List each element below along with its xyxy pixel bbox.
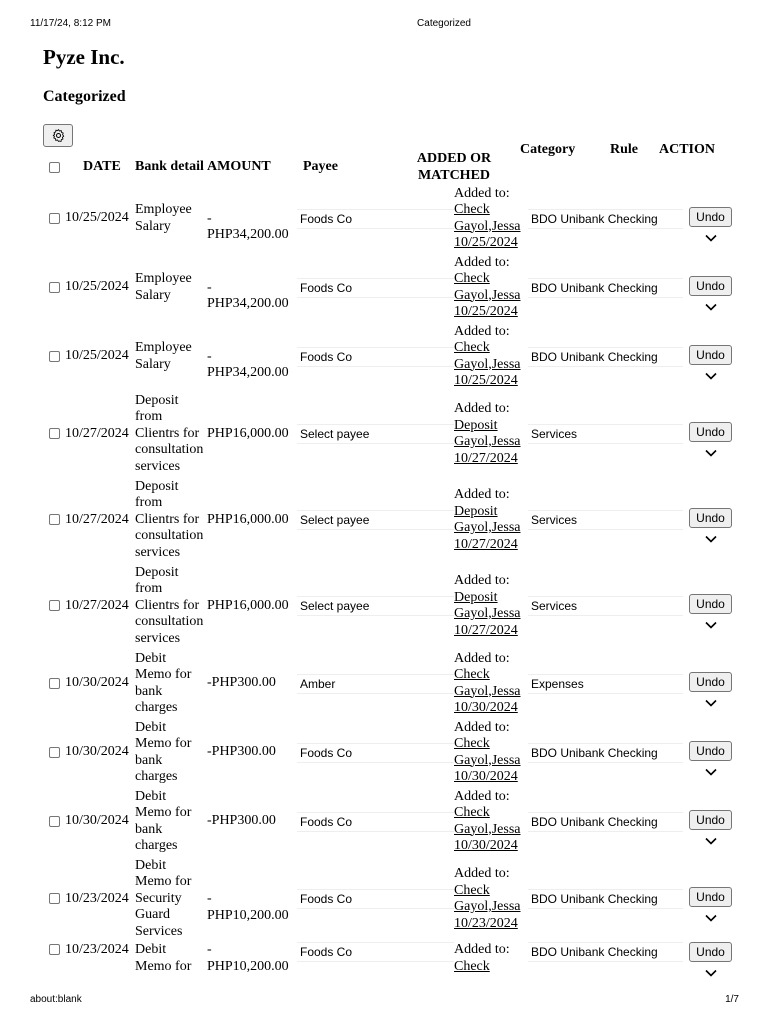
added-cell [454,477,528,563]
table-row[interactable] [46,649,736,718]
settings-button[interactable] [43,124,73,147]
print-datetime: 11/17/24, 8:12 PM [30,18,111,29]
bank-detail-cell [135,856,207,942]
row-select-cell [46,649,65,718]
row-checkbox[interactable] [49,428,60,439]
bank-detail-cell [135,253,207,322]
added-label: Added to: [454,254,510,270]
bank-detail-line: Deposit [135,392,179,408]
chevron-down-icon[interactable] [704,836,718,846]
bank-detail-cell [135,787,207,856]
print-page-number: 1/7 [725,994,739,1005]
bank-detail-line: from [135,409,163,425]
row-checkbox[interactable] [49,678,60,689]
category-field[interactable]: BDO Unibank Checking [528,278,683,298]
category-cell [528,253,683,322]
bank-detail-line: Debit [135,857,167,873]
date-cell: 10/27/2024 [65,511,129,527]
amount-cell [207,391,297,477]
amount-cell [207,787,297,856]
action-cell [685,856,736,942]
amount-cell [207,184,297,253]
added-cell [454,718,528,787]
bank-detail-line: Deposit [135,564,179,580]
date-cell: 10/27/2024 [65,425,129,441]
bank-detail-line: Deposit [135,478,179,494]
added-type-link[interactable]: Check [454,958,490,974]
added-name-link[interactable]: Gayol,Jessa [454,683,521,699]
chevron-down-icon[interactable] [704,968,718,978]
payee-cell [297,391,454,477]
print-footer [0,994,768,1010]
added-name-link[interactable]: Gayol,Jessa [454,899,521,914]
category-field[interactable]: Services [528,596,683,616]
chevron-down-icon[interactable] [704,767,718,777]
payee-field[interactable]: Foods Co [297,743,454,763]
payee-cell [297,563,454,649]
row-checkbox[interactable] [49,893,60,904]
row-select-cell [46,563,65,649]
added-label: Added to: [454,487,510,502]
undo-button[interactable]: Undo [689,594,732,614]
date-cell: 10/25/2024 [65,348,129,364]
added-date-link[interactable]: 10/25/2024 [454,235,518,250]
added-name-link[interactable]: Gayol,Jessa [454,520,521,535]
chevron-down-icon[interactable] [704,534,718,544]
amount-line: PHP16,000.00 [207,511,289,527]
added-date-link[interactable]: 10/27/2024 [454,450,518,466]
added-name-link[interactable]: Gayol,Jessa [454,821,521,837]
payee-cell [297,942,454,982]
bank-detail-line: Guard [135,907,170,923]
date-cell: 10/25/2024 [65,279,129,295]
added-type-link[interactable]: Check [454,271,490,286]
action-cell [685,477,736,563]
amount-line: PHP34,200.00 [207,365,289,380]
row-select-cell [46,477,65,563]
category-cell [528,184,683,253]
amount-cell [207,322,297,391]
table-row[interactable] [46,563,736,649]
added-name-link[interactable]: Gayol,Jessa [454,434,521,449]
category-cell [528,787,683,856]
bank-detail-line: Debit [135,942,167,957]
action-cell [685,718,736,787]
chevron-down-icon[interactable] [704,233,718,243]
undo-button[interactable]: Undo [689,942,732,962]
date-cell: 10/27/2024 [65,597,129,613]
amount-cell [207,649,297,718]
row-select-cell [46,856,65,942]
bank-detail-line: charges [135,838,178,853]
row-select-cell [46,718,65,787]
action-cell [685,184,736,253]
bank-detail-line: bank [135,683,163,699]
added-type-link[interactable]: Deposit [454,589,498,605]
bank-detail-line: from [135,495,163,511]
amount-cell [207,477,297,563]
bank-detail-cell [135,942,207,982]
bank-detail-line: from [135,581,163,597]
category-field[interactable]: BDO Unibank Checking [528,942,683,962]
select-all-checkbox[interactable] [49,162,60,173]
bank-detail-cell [135,391,207,477]
undo-button[interactable]: Undo [689,508,732,528]
category-cell [528,942,683,982]
amount-line: -PHP300.00 [207,813,276,829]
bank-detail-line: Memo for [135,736,192,751]
category-cell [528,322,683,391]
bank-detail-cell [135,322,207,391]
amount-line: PHP16,000.00 [207,597,289,613]
gear-icon [51,128,66,143]
date-cell: 10/30/2024 [65,744,129,760]
header-select-cell [46,151,65,184]
row-select-cell [46,942,65,982]
row-checkbox[interactable] [49,213,60,224]
payee-field[interactable]: Foods Co [297,278,454,298]
bank-detail-line: Memo for [135,958,192,974]
amount-cell [207,253,297,322]
bank-detail-line: Services [135,923,183,939]
added-date-link[interactable]: 10/25/2024 [454,373,518,388]
category-cell [528,856,683,942]
bank-detail-line: Memo for [135,874,192,890]
undo-button[interactable]: Undo [689,672,732,692]
print-url: about:blank [30,994,82,1005]
bank-detail-line: Salary [135,287,171,303]
page-title: Categorized [43,88,126,105]
added-date-link[interactable]: 10/25/2024 [454,304,518,319]
category-field[interactable]: BDO Unibank Checking [528,347,683,367]
category-field[interactable]: BDO Unibank Checking [528,209,683,229]
bank-detail-line: charges [135,700,178,715]
table-row[interactable] [46,477,736,563]
added-cell [454,942,528,982]
payee-cell [297,253,454,322]
amount-cell [207,718,297,787]
chevron-down-icon[interactable] [704,371,718,381]
payee-field[interactable]: Amber [297,674,454,694]
added-cell [454,391,528,477]
added-label: Added to: [454,650,510,666]
payee-cell [297,477,454,563]
category-cell [528,391,683,477]
date-cell: 10/25/2024 [65,210,129,226]
category-cell [528,718,683,787]
added-label: Added to: [454,942,510,957]
payee-field[interactable]: Foods Co [297,889,454,909]
undo-button[interactable]: Undo [689,741,732,761]
header-category-cell [520,142,716,184]
category-cell [528,477,683,563]
amount-line: PHP10,200.00 [207,907,289,923]
bank-detail-cell [135,649,207,718]
added-type-link[interactable]: Deposit [454,503,498,519]
action-cell [685,253,736,322]
bank-detail-cell [135,477,207,563]
table-row[interactable] [46,856,736,942]
added-date-link[interactable]: 10/30/2024 [454,769,518,784]
bank-detail-line: Employee [135,202,192,217]
table-header-row [46,151,736,184]
category-field[interactable]: Expenses [528,674,683,694]
action-cell [685,563,736,649]
undo-button[interactable]: Undo [689,810,732,830]
company-name: Pyze Inc. [43,45,125,69]
bank-detail-line: services [135,544,181,560]
amount-cell [207,856,297,942]
bank-detail-line: Debit [135,650,167,666]
payee-cell [297,856,454,942]
category-field[interactable]: BDO Unibank Checking [528,889,683,909]
category-cell [528,649,683,718]
row-checkbox[interactable] [49,816,60,827]
category-field[interactable]: Services [528,424,683,444]
payee-cell [297,184,454,253]
table-row[interactable] [46,942,736,982]
bank-detail-line: bank [135,752,163,768]
added-label: Added to: [454,788,510,804]
added-date-link[interactable]: 10/23/2024 [454,915,518,931]
bank-detail-line: Employee [135,271,192,286]
amount-cell [207,563,297,649]
added-type-link[interactable]: Check [454,340,490,355]
row-select-cell [46,787,65,856]
bank-detail-line: services [135,630,181,646]
added-cell [454,253,528,322]
payee-field[interactable]: Select payee [297,424,454,444]
added-label: Added to: [454,401,510,416]
undo-button[interactable]: Undo [689,345,732,365]
amount-line: PHP34,200.00 [207,227,289,242]
added-type-link[interactable]: Check [454,667,490,682]
added-label: Added to: [454,719,510,735]
bank-detail-line: Salary [135,218,171,234]
bank-detail-cell [135,184,207,253]
chevron-down-icon[interactable] [704,448,718,458]
added-type-link[interactable]: Deposit [454,417,498,433]
added-cell [454,184,528,253]
amount-line: - [207,279,212,295]
added-cell [454,787,528,856]
payee-field[interactable]: Foods Co [297,812,454,832]
bank-detail-line: consultation [135,528,204,544]
date-cell: 10/30/2024 [65,675,129,691]
bank-detail-line: Employee [135,340,192,355]
bank-detail-line: consultation [135,442,204,458]
amount-line: - [207,348,212,364]
header-rule[interactable]: Rule [610,142,638,157]
action-cell [685,787,736,856]
added-name-link[interactable]: Gayol,Jessa [454,356,521,372]
date-cell: 10/23/2024 [65,942,129,957]
row-checkbox[interactable] [49,514,60,525]
added-name-link[interactable]: Gayol,Jessa [454,287,521,303]
row-checkbox[interactable] [49,351,60,362]
bank-detail-line: Salary [135,356,171,372]
header-action: ACTION [659,142,716,157]
undo-button[interactable]: Undo [689,276,732,296]
payee-cell [297,649,454,718]
added-name-link[interactable]: Gayol,Jessa [454,218,521,234]
bank-detail-line: Memo for [135,805,192,820]
added-type-link[interactable]: Check [454,805,490,820]
table-row[interactable] [46,718,736,787]
bank-detail-line: Security [135,890,182,906]
added-label: Added to: [454,185,510,201]
bank-detail-line: Clientrs for [135,425,200,441]
category-field[interactable]: BDO Unibank Checking [528,812,683,832]
print-title: Categorized [417,18,471,29]
action-cell [685,322,736,391]
category-cell [528,563,683,649]
header-category[interactable]: Category [520,142,576,157]
chevron-down-icon[interactable] [704,913,718,923]
header-amount[interactable]: AMOUNT [207,159,271,175]
bank-detail-line: Clientrs for [135,597,200,613]
added-type-link[interactable]: Check [454,882,490,898]
row-checkbox[interactable] [49,944,60,955]
header-added-line-2: MATCHED [417,167,491,183]
payee-field[interactable]: Select payee [297,510,454,530]
chevron-down-icon[interactable] [704,620,718,630]
added-date-link[interactable]: 10/30/2024 [454,700,518,715]
date-cell: 10/30/2024 [65,813,129,829]
action-cell [685,942,736,982]
amount-line: PHP10,200.00 [207,958,289,974]
bank-detail-line: consultation [135,614,204,630]
bank-detail-line: Debit [135,719,167,735]
added-label: Added to: [454,866,510,881]
header-date[interactable]: DATE [83,159,121,175]
amount-line: - [207,942,212,957]
bank-detail-line: Clientrs for [135,511,200,527]
row-checkbox[interactable] [49,282,60,293]
bank-detail-line: bank [135,821,163,837]
bank-detail-cell [135,563,207,649]
payee-field[interactable]: Foods Co [297,942,454,962]
category-field[interactable]: Services [528,510,683,530]
added-type-link[interactable]: Check [454,736,490,751]
action-cell [685,649,736,718]
added-date-link[interactable]: 10/30/2024 [454,838,518,853]
header-bank-detail[interactable]: Bank detail [135,159,204,175]
transactions-table [46,142,736,982]
row-select-cell [46,322,65,391]
table-row[interactable] [46,787,736,856]
added-name-link[interactable]: Gayol,Jessa [454,606,521,621]
payee-field[interactable]: Foods Co [297,347,454,367]
amount-line: - [207,891,212,906]
amount-line: -PHP300.00 [207,744,276,760]
added-date-link[interactable]: 10/27/2024 [454,536,518,552]
added-cell [454,563,528,649]
bank-detail-cell [135,718,207,787]
action-cell [685,391,736,477]
payee-field[interactable]: Foods Co [297,209,454,229]
undo-button[interactable]: Undo [689,887,732,907]
payee-cell [297,718,454,787]
added-label: Added to: [454,323,510,339]
added-cell [454,322,528,391]
chevron-down-icon[interactable] [704,698,718,708]
amount-cell [207,942,297,982]
added-label: Added to: [454,573,510,588]
bank-detail-line: charges [135,769,178,784]
table-row[interactable] [46,184,736,253]
row-select-cell [46,253,65,322]
added-name-link[interactable]: Gayol,Jessa [454,752,521,768]
amount-line: -PHP300.00 [207,675,276,691]
table-row[interactable] [46,253,736,322]
row-select-cell [46,391,65,477]
header-added-line-1: ADDED OR [416,151,492,166]
added-cell [454,649,528,718]
undo-button[interactable]: Undo [689,207,732,227]
category-field[interactable]: BDO Unibank Checking [528,743,683,763]
table-row[interactable] [46,391,736,477]
payee-cell [297,322,454,391]
print-header [0,18,768,34]
amount-line: PHP16,000.00 [207,425,289,441]
row-select-cell [46,184,65,253]
row-checkbox[interactable] [49,747,60,758]
bank-detail-line: Memo for [135,667,192,682]
added-date-link[interactable]: 10/27/2024 [454,622,518,638]
row-checkbox[interactable] [49,600,60,611]
payee-field[interactable]: Select payee [297,596,454,616]
added-cell [454,856,528,942]
amount-line: - [207,210,212,226]
date-cell: 10/23/2024 [65,890,129,906]
added-type-link[interactable]: Check [454,202,490,217]
chevron-down-icon[interactable] [704,302,718,312]
payee-cell [297,787,454,856]
header-payee[interactable]: Payee [303,159,338,175]
table-row[interactable] [46,322,736,391]
bank-detail-line: Debit [135,788,167,804]
bank-detail-line: services [135,458,181,474]
amount-line: PHP34,200.00 [207,296,289,311]
undo-button[interactable]: Undo [689,422,732,442]
header-added-or-matched[interactable] [416,151,528,184]
